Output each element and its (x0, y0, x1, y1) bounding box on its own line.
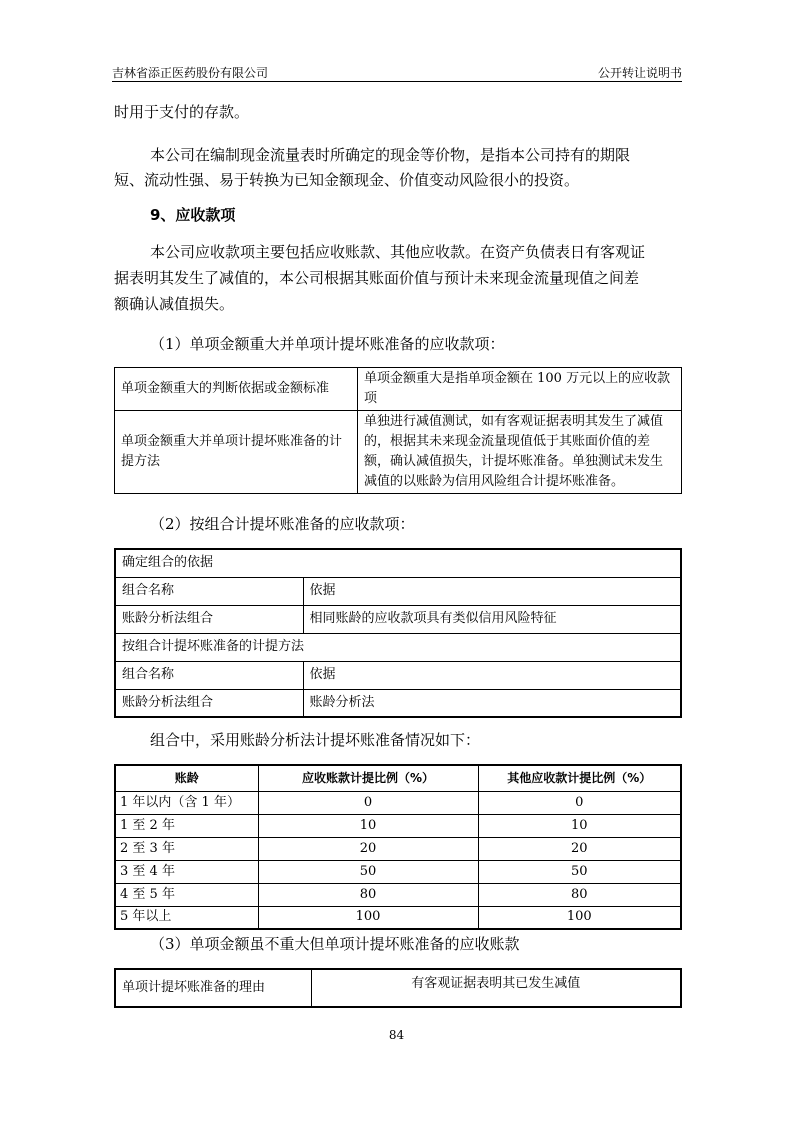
table-row (115, 791, 681, 814)
paragraph-text: 短、流动性强、易于转换为已知金额现金、价值变动风险很小的投资。 (114, 171, 580, 189)
section-heading: 9、应收款项 (150, 206, 236, 224)
table-cell: 0 (258, 791, 478, 814)
table-cell: 100 (478, 906, 681, 929)
table-row (115, 814, 681, 837)
table-cell: 单项金额重大并单项计提坏账准备的计提方法 (115, 411, 358, 494)
table-row (115, 837, 681, 860)
table-cell: 账龄分析法组合 (115, 689, 303, 717)
subsection-title: （1）单项金额重大并单项计提坏账准备的应收款项： (150, 335, 505, 353)
table-cell: 80 (478, 883, 681, 906)
table-cell: 确定组合的依据 (115, 549, 681, 577)
table-cell: 10 (258, 814, 478, 837)
column-header: 账龄 (115, 765, 258, 791)
table-row (115, 860, 681, 883)
subsection-title: （3）单项金额虽不重大但单项计提坏账准备的应收账款 (150, 935, 520, 953)
aging-ratio-table (114, 764, 682, 930)
significant-receivables-table (114, 367, 682, 494)
table-cell: 单独进行减值测试，如有客观证据表明其发生了减值的，根据其未来现金流量现值低于其账面价值的差额，确认减值损失，计提坏账准备。单独测试未发生减值的以账龄为信用风险组合计提坏账准备。 (358, 411, 682, 494)
table-cell: 4 至 5 年 (115, 883, 258, 906)
paragraph-text: 额确认减值损失。 (114, 295, 235, 313)
table-cell: 有客观证据表明其已发生减值 (311, 969, 681, 1007)
table-cell: 账龄分析法 (303, 689, 681, 717)
page-number: 84 (388, 1028, 405, 1042)
paragraph-text: 本公司应收款项主要包括应收账款、其他应收款。在资产负债表日有客观证 (150, 243, 646, 261)
paragraph-text: 据表明其发生了减值的，本公司根据其账面价值与预计未来现金流量现值之间差 (114, 269, 640, 287)
portfolio-basis-table (114, 548, 682, 718)
table-cell: 依据 (303, 661, 681, 689)
table-cell: 10 (478, 814, 681, 837)
table-cell: 20 (478, 837, 681, 860)
table-cell: 单项计提坏账准备的理由 (115, 969, 311, 1007)
table-cell: 组合名称 (115, 577, 303, 605)
table-cell: 100 (258, 906, 478, 929)
company-name: 吉林省添正医药股份有限公司 (112, 66, 269, 80)
table-row (115, 883, 681, 906)
table-cell: 5 年以上 (115, 906, 258, 929)
table-row (115, 906, 681, 929)
table-cell: 账龄分析法组合 (115, 605, 303, 633)
individual-provision-table (114, 968, 682, 1008)
table-cell: 20 (258, 837, 478, 860)
table-cell: 2 至 3 年 (115, 837, 258, 860)
column-header: 其他应收款计提比例（%） (478, 765, 681, 791)
table-cell: 单项金额重大是指单项金额在 100 万元以上的应收款项 (358, 368, 682, 411)
table-cell: 1 至 2 年 (115, 814, 258, 837)
subsection-title: （2）按组合计提坏账准备的应收款项： (150, 515, 415, 533)
table-cell: 80 (258, 883, 478, 906)
paragraph-text: 本公司在编制现金流量表时所确定的现金等价物，是指本公司持有的期限 (150, 146, 631, 164)
table-cell: 相同账龄的应收款项具有类似信用风险特征 (303, 605, 681, 633)
table-cell: 3 至 4 年 (115, 860, 258, 883)
document-title: 公开转让说明书 (597, 66, 682, 80)
table-cell: 依据 (303, 577, 681, 605)
table-cell: 50 (478, 860, 681, 883)
table-cell: 1 年以内（含 1 年） (115, 791, 258, 814)
header-divider (112, 81, 682, 82)
paragraph-text: 时用于支付的存款。 (114, 103, 250, 121)
paragraph-text: 组合中，采用账龄分析法计提坏账准备情况如下： (150, 731, 481, 749)
table-cell: 50 (258, 860, 478, 883)
table-cell: 单项金额重大的判断依据或金额标准 (115, 368, 358, 411)
table-cell: 组合名称 (115, 661, 303, 689)
table-cell: 0 (478, 791, 681, 814)
table-cell: 按组合计提坏账准备的计提方法 (115, 633, 681, 661)
column-header: 应收账款计提比例（%） (258, 765, 478, 791)
